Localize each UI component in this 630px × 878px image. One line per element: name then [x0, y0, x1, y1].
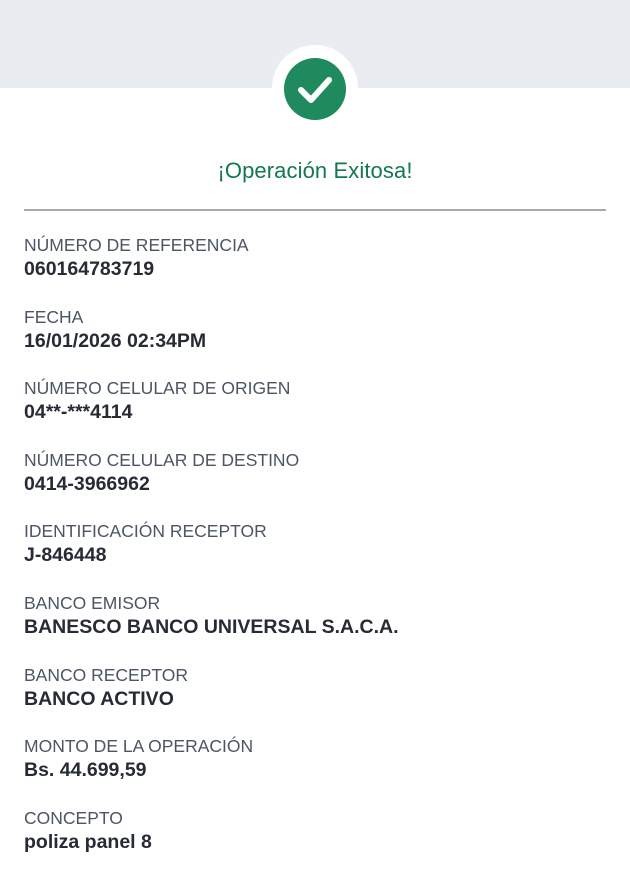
field-label: FECHA [24, 306, 84, 327]
field-issuing-bank [24, 592, 614, 664]
field-label: IDENTIFICACIÓN RECEPTOR [24, 521, 267, 542]
field-label: CONCEPTO [24, 807, 123, 828]
field-value: Bs. 44.699,59 [24, 759, 147, 782]
field-amount [24, 735, 614, 807]
field-date [24, 306, 614, 378]
field-reference-number [24, 234, 614, 306]
field-label: NÚMERO CELULAR DE ORIGEN [24, 378, 291, 399]
success-title: ¡Operación Exitosa! [217, 158, 413, 183]
field-label: BANCO RECEPTOR [24, 664, 189, 685]
field-label: NÚMERO DE REFERENCIA [24, 235, 249, 255]
field-value: BANCO ACTIVO [24, 687, 174, 710]
field-concept [24, 807, 614, 878]
field-destination-phone [24, 449, 614, 521]
field-label: MONTO DE LA OPERACIÓN [24, 736, 254, 757]
field-value: BANESCO BANCO UNIVERSAL S.A.C.A. [24, 615, 399, 638]
field-value: J-846448 [24, 544, 107, 567]
field-label: NÚMERO CELULAR DE DESTINO [24, 449, 300, 470]
field-label: BANCO EMISOR [24, 592, 161, 613]
field-origin-phone [24, 377, 614, 449]
field-receiving-bank [24, 664, 614, 736]
field-receiver-id [24, 520, 614, 592]
field-value: 060164783719 [24, 258, 155, 280]
field-value: 0414-3966962 [24, 472, 150, 495]
field-value: poliza panel 8 [24, 830, 152, 853]
divider [24, 209, 606, 211]
check-icon [284, 58, 346, 120]
receipt-details [24, 234, 614, 878]
field-value: 16/01/2026 02:34PM [24, 329, 207, 352]
field-value: 04**-***4114 [24, 401, 133, 424]
